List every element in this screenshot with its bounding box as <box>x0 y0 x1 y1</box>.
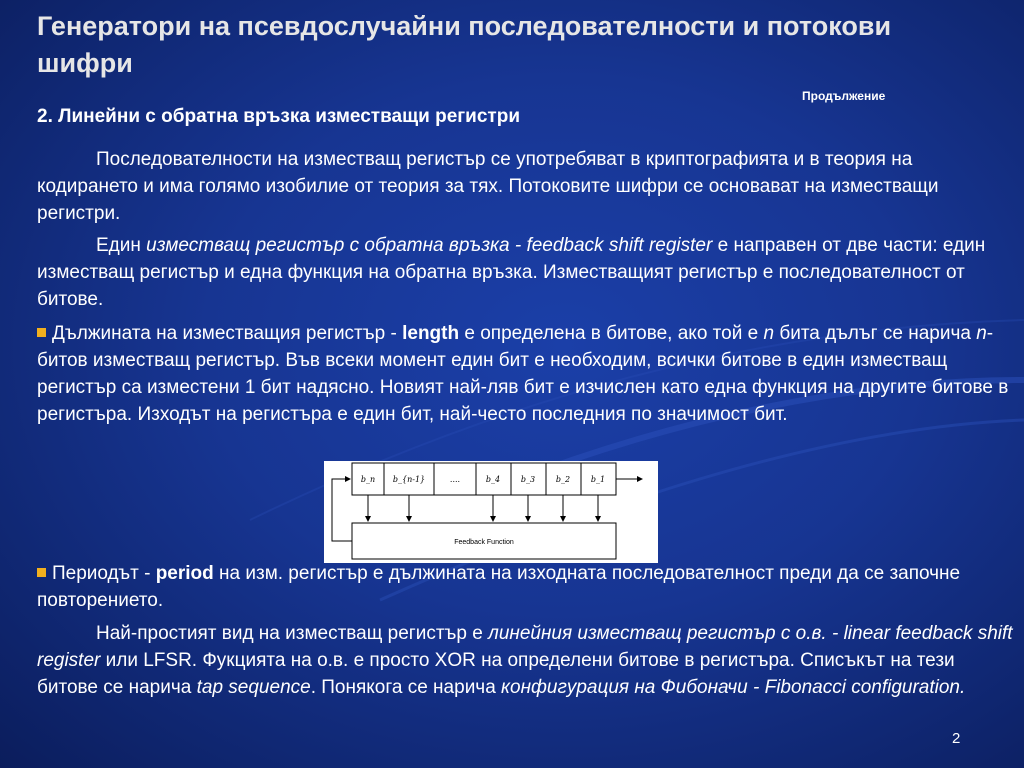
shift-register-diagram <box>324 461 658 563</box>
bullet-square-icon <box>37 328 46 337</box>
p5-text-3: . Понякога се нарича <box>310 677 502 698</box>
cell-b-n: b_n <box>360 475 376 484</box>
p3-n-1: n <box>763 323 775 344</box>
cell-b-3: b_3 <box>520 475 536 484</box>
paragraph-1-text: Последователности на изместващ регистър се употребяват в криптографията и в теория на кодирането и има голямо изобилие от теория за тях. Потоковите шифри се основават на изместващи регистри. <box>37 149 939 224</box>
p5-term-lfsr: линейния изместващ регистър с о.в. - linear feedback shift register <box>37 623 1013 671</box>
p5-text-2: или LFSR. Фукцията на о.в. е просто XOR на определени битове в регистъра. Списъкът на тези битове се нарича <box>37 650 955 698</box>
p3-text-3: бита дълъг се нарича <box>774 323 977 344</box>
cell-b-2: b_2 <box>555 475 571 484</box>
cell-b-1: b_1 <box>590 475 606 484</box>
p2-term: изместващ регистър с обратна връзка - feedback shift register <box>146 235 713 256</box>
p5-term-fibonacci: конфигурация на Фибоначи - Fibonacci configuration. <box>501 677 966 698</box>
bullet-square-icon <box>37 568 46 577</box>
section-subtitle: 2. Линейни с обратна връзка изместващи регистри <box>37 106 521 127</box>
cell-ellipsis: .... <box>449 475 461 484</box>
page-number: 2 <box>952 730 961 747</box>
p2-text-2: е направен от две части: един изместващ регистър и една функция на обратна връзка. Изместващият регистър е последователност от битове. <box>37 235 986 310</box>
p3-text-2: е определена в битове, ако той е <box>459 323 764 344</box>
slide-title: Генератори на псевдослучайни последователности и потокови шифри <box>37 11 892 78</box>
paragraph-4 <box>37 560 1017 614</box>
p3-term-length: length <box>402 323 460 344</box>
p3-n-2: n <box>976 323 987 344</box>
cell-b-n-1: b_{n-1} <box>392 475 426 484</box>
register-cells <box>352 463 616 495</box>
feedback-function-label: Feedback Function <box>454 539 514 546</box>
paragraph-1 <box>37 146 1017 227</box>
paragraph-5 <box>37 620 1017 701</box>
p4-text-1: Периодът - <box>52 563 156 584</box>
paragraph-3 <box>37 320 1017 428</box>
p3-text-1: Дължината на изместващия регистър - <box>52 323 403 344</box>
p4-term-period: period <box>155 563 214 584</box>
p2-text-1: Един <box>96 235 147 256</box>
p5-text-1: Най-простият вид на изместващ регистър е <box>96 623 489 644</box>
p3-text-4: -битов изместващ регистър. Във всеки момент един бит е необходим, всички битове в един изместващ регистър са изместени 1 бит надясно. Новият най-ляв бит е изчислен като една функция на другите битове в регистъра. Изходът на регистъра е един бит, най-често последния по значимост бит. <box>37 323 1009 425</box>
continued-label: Продължение <box>802 89 886 103</box>
p4-text-2: на изм. регистър е дължината на изходната последователност преди да се започне повторението. <box>37 563 961 611</box>
paragraph-2 <box>37 232 1017 313</box>
p5-term-tap: tap sequence <box>196 677 311 698</box>
cell-b-4: b_4 <box>485 475 501 484</box>
